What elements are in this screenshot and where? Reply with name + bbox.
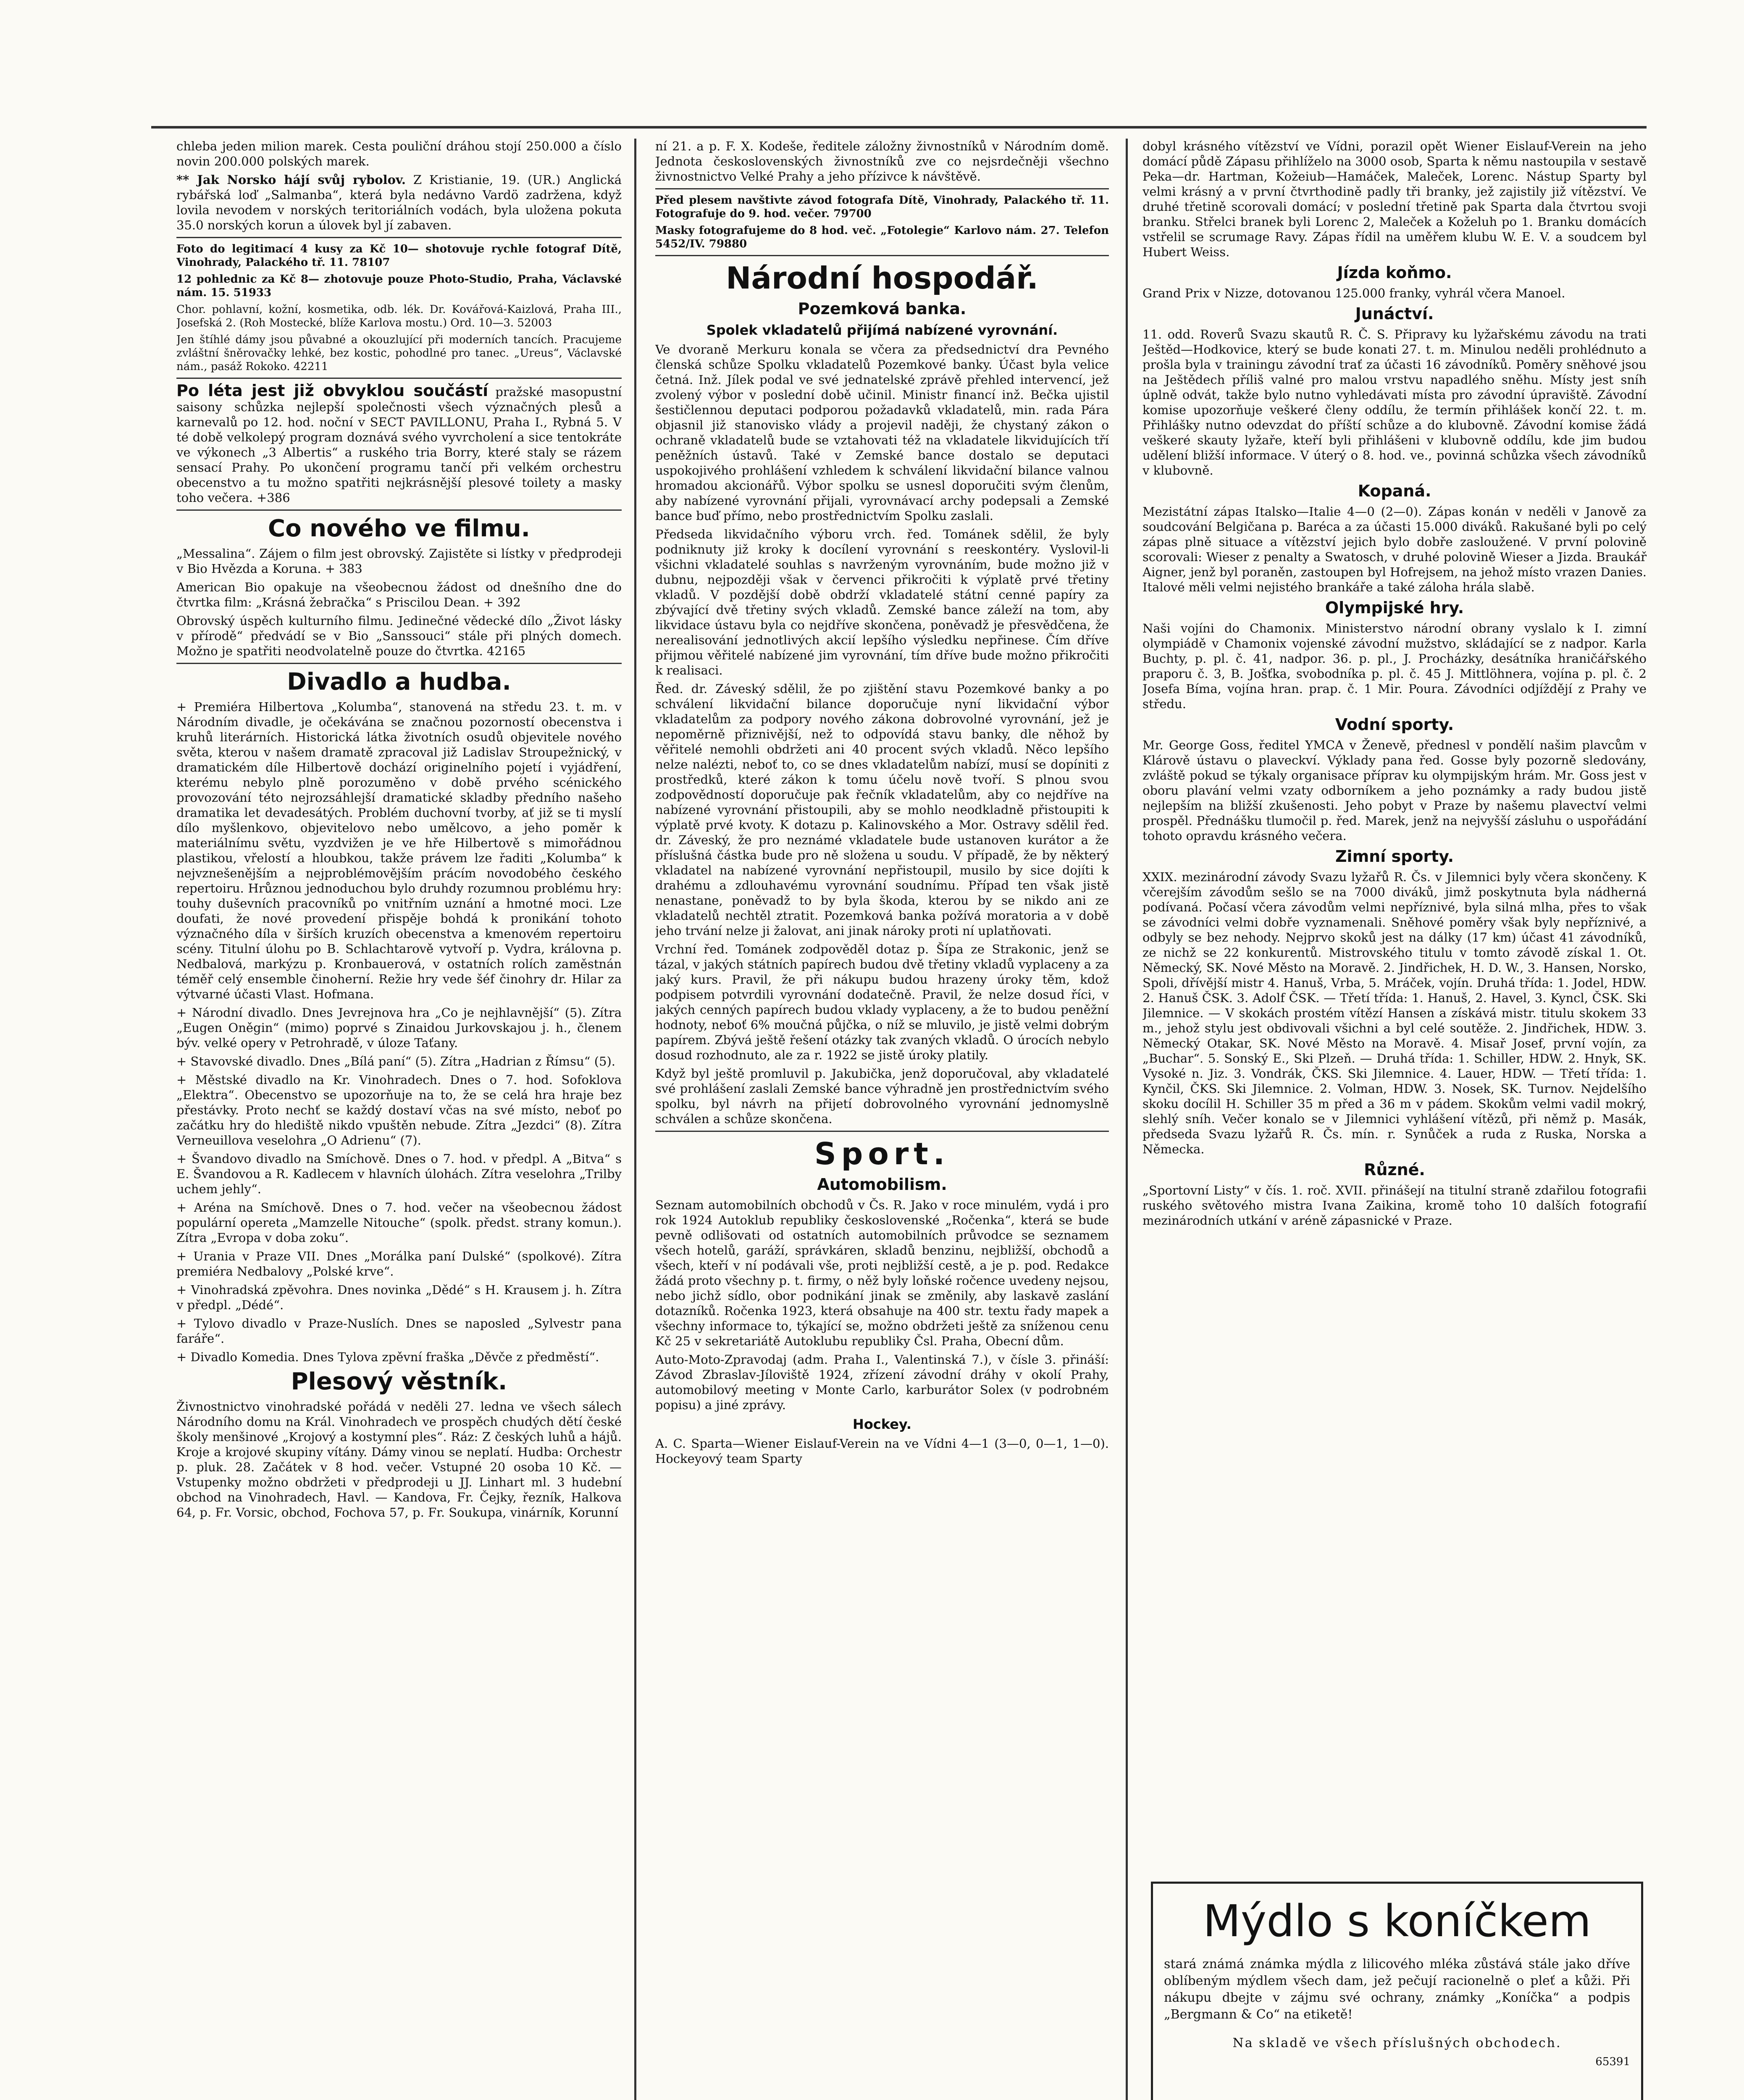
paragraph: dobyl krásného vítězství ve Vídni, porazil opět Wiener Eislauf-Verein na jeho domácí půdě Zápasu přihlíželo na 3000 osob, Sparta k němu nastoupila v sestavě Peka—dr. Hartman, Kožeiub—Hamáček, Maleček, Lorenc. Nástup Sparty byl velmi krásný a v první čtvrthodině padly tři branky, jež zajistily již vítězství. Ve druhé třetině scorovali domácí; v poslední třetině pak Sparta dala čtvrtou svoji branku. Střelci branek byli Lorenc 2, Maleček a Koželuh po 1. Branku domácích vstřelil se scrumage Ravy. Zápas řídil na uměřem klubu W. E. V. a soudcem byl Hubert Weiss. <box>1143 139 1647 259</box>
article-subtitle: Spolek vkladatelů přijímá nabízené vyrovnání. <box>706 322 1058 338</box>
theatre-item: + Vinohradská zpěvohra. Dnes novinka „Dědé“ s H. Krausem j. h. Zítra v předpl. „Dédé“. <box>176 1283 622 1312</box>
article-heading: ** Jak Norsko hájí svůj rybolov. <box>176 173 406 187</box>
section-heading-film: Co nového ve filmu. <box>268 515 530 542</box>
ad-title: Mýdlo s koníčkem <box>1203 1895 1592 1947</box>
divider <box>655 188 1109 189</box>
paragraph: chleba jeden milion marek. Cesta pouliční dráhou stojí 250.000 a číslo novin 200.000 polských marek. <box>176 139 622 168</box>
article-text: + Premiéra Hilbertova „Kolumba“, stanovená na středu 23. t. m. v Národním divadle, je očekávána se značnou pozorností obecenstva i kruhů literárních. Historická látka životních osudů objevitele nového světa, kterou v našem dramatě zpracoval již Ladislav Stroupežnický, v dramatickém díle Hilbertově dochází originelního pojetí i vyjádření, kterému nebylo plně porozuměno v době prvého scénického provozování této nejrozsáhlejší dramatické skladby předního našeho dramatika let devadesátých. Problém duchovní tvorby, ať již se ti myslí dílo myšlenkovo, objevitelovo nebo umělcovo, a jeho poměr k materiálnímu světu, vyzdvižen je ve hře Hilbertově s mimořádnou plastikou, vřelostí a hloubkou, takže právem lze řaditi „Kolumba“ k nejvznešenějším a nejproblémovějším prácím novodobého českého repertoiru. Hrůznou jednoduchou bylo druhdy rozumnou problému hry: touhy duševních pracovníků po vnitřním uznání a hmotné moci. Lze doufati, že nové provedení přispěje bohdá k pronikání tohoto význačného díla v širších kruzích obecenstva a kmenovém repertoiru scény. Titulní úlohu po B. Schlachtarově vytvoří p. Vydra, královna p. Nedbalová, markýzu p. Kronbauerová, v ostatních rolích zaměstnán téměř celý ensemble činoherní. Režie hry vede šéf činohry dr. Hilar za výtvarné účasti Vlast. Hofmana. <box>176 700 622 1001</box>
article-text: 11. odd. Roverů Svazu skautů R. Č. S. Připravy ku lyžařskému závodu na trati Ještěd—Hodkovice, který se bude konati 27. t. m. Minulou neděli prohlédnuto a prošla byla v trainingu závodní trať za účasti 16 závodníků. Poměry sněhové jsou na Ještědech příliš valné pro malou vrstvu napadlého sněhu. Místy jest sníh úplně odvát, takže bylo nutno vyhledávati místa pro závodní úpraviště. Závodní komise upozorňuje veškeré členy oddílu, že termín přihlášek končí 22. t. m. Přihlášky nutno odevzdat do příští schůze a do klubovně. Závodní komise žádá veškeré skauty lyžaře, kteří byli přihlášeni v klubovně oddílu, kde jim budou udělení bližší informace. V úterý o 8. hod. ve., povinná schůzka všech závodníků v klubovně. <box>1143 327 1647 478</box>
column-1 <box>176 139 622 2100</box>
classified-ad: Jen štíhlé dámy jsou půvabné a okouzlující při moderních tancích. Pracujeme zvláštní šněrovačky lehké, bez kostic, pohodlné pro tanec. „Ureus“, Václavské nám., pasáž Rokoko. 42211 <box>176 333 622 373</box>
section-heading-vodni: Vodní sporty. <box>1335 715 1454 734</box>
section-heading-kopana: Kopaná. <box>1358 482 1431 500</box>
divider <box>176 378 622 379</box>
section-heading-olympijske: Olympijské hry. <box>1325 598 1464 617</box>
article-text: Auto-Moto-Zpravodaj (adm. Praha I., Valentinská 7.), v čísle 3. přináší: Závod Zbraslav-Jíloviště 1924, zřízení závodní dráhy v okolí Prahy, automobilový meeting v Monte Carlo, karburátor Solex (v podrobném popisu) a jiné zprávy. <box>655 1352 1109 1412</box>
article-text: Ve dvoraně Merkuru konala se včera za předsednictví dra Pevného členská schůze Spolku vkladatelů Pozemkové banky. Účast byla velice četná. Inž. Jílek podal ve své jednatelské zprávě přehled intervencí, jež zvolený výbor v poslední době učinil. Ministr financí inž. Bečka ujistil šestičlennou deputaci podporou požadavků vkladatelů, min. rada Pára objasnil již stanovisko vlády a projevil naději, že chystaný zákon o ochraně vkladatelů bude se vztahovati též na vkladatele likvidujících tří peněžních ústavů. Také v Zemské bance dostalo se deputaci uspokojivého prohlášení vzhledem k schválení likvidační bilance valnou hromadou akcionářů. Výbor spolku se usnesl doporučiti svým členům, aby nabízené vyrovnání přijali, vyrovnávací archy podepsali a Zemské bance buď přímo, nebo prostřednictvím Spolku zaslali. <box>655 342 1109 523</box>
column-divider <box>1126 139 1128 2100</box>
classified-ad: Před plesem navštivte závod fotografa Dítě, Vinohrady, Palackého tř. 11. Fotografuje do 9. hod. večer. 79700 <box>655 194 1109 220</box>
classified-ad: Masky fotografujeme do 8 hod. več. „Fotolegie“ Karlovo nám. 27. Telefon 5452/IV. 79880 <box>655 224 1109 250</box>
section-heading-divadlo: Divadlo a hudba. <box>287 668 511 696</box>
column-divider <box>634 139 636 2100</box>
article-text: Z Kristianie, 19. (UR.) Anglická rybářská loď „Salmanba“, která byla nedávno Vardö zadržena, když lovila nevodem v norských teritoriálních vodách, byla uložena pokuta 35.0 norských korun a úlovek byl jí zabaven. <box>176 173 622 232</box>
theatre-item: + Stavovské divadlo. Dnes „Bílá paní“ (5). Zítra „Hadrian z Římsu“ (5). <box>176 1054 616 1068</box>
article-text: Když byl ještě promluvil p. Jakubička, jenž doporučoval, aby vkladatelé své prohlášení zaslali Zemské bance výhradně jen prostřednictvím svého spolku, byl návrh na přijetí dobrovolného vyrovnání jednomyslně schválen a schůze skončena. <box>655 1066 1109 1126</box>
article-text: Obrovský úspěch kulturního filmu. Jedinečné vědecké dílo „Život lásky v přírodě“ předvádí se v Bio „Sanssouci“ stále při plných domech. Možno je spatřiti neodvolatelně pouze do čtvrtka. 42165 <box>176 614 622 658</box>
article-text: Vrchní řed. Tománek zodpověděl dotaz p. Šípa ze Strakonic, jenž se tázal, v jakých státních papírech budou dvě třetiny vkladů vyplaceny a za jaký kurs. Pravil, že při nákupu budou hrazeny úroky těm, kdož podpisem potvrdili vyrovnání dodatečně. Pravil, že nelze dosud říci, v jakých cenných papírech budou vklady vyplaceny, a že to budou peněžní hodnoty, neboť 6% moučná půjčka, o níž se mluvilo, je jistě velmi dobrým papírem. Zbývá ještě řešení otázky tak zvaných vkladů. O úrocích nebylo dosud rozhodnuto, ale za r. 1922 se jistě úroky platily. <box>655 942 1109 1062</box>
top-rule <box>151 126 1647 129</box>
divider <box>655 255 1109 256</box>
article-text: Živnostnictvo vinohradské pořádá v neděli 27. ledna ve všech sálech Národního domu na Král. Vinohradech ve prospěch chudých dětí české školy menšinové „Krojový a kostymní ples“. Ráz: Z českých luhů a hájů. Kroje a krojové skupiny vítány. Dámy vinou se neplatí. Hudba: Orchestr p. pluk. 28. Začátek v 8 hod. večer. Vstupné 20 osoba 10 Kč. — Vstupenky možno obdržeti v předprodeji u JJ. Linhart ml. 3 hudební obchod na Vinohradech, Havl. — Kandova, Fr. Čejky, řezník, Halkova 64, p. Fr. Vorsic, obchod, Fochova 57, p. Fr. Soukupa, vinárník, Korunní <box>176 1399 622 1520</box>
theatre-item: + Divadlo Komedia. Dnes Tylova zpěvní fraška „Děvče z předměstí“. <box>176 1350 599 1364</box>
article-text: Seznam automobilních obchodů v Čs. R. Jako v roce minulém, vydá i pro rok 1924 Autoklub republiky československé „Ročenka“, která se bude pevně odlišovati od ostatních automobilních průvodce se seznamem všech hotelů, garáží, správkáren, skladů benzinu, nejbližší, obchodů a všech, kteří v ní podávali vše, proti nejbližší cestě, a je p. pod. Redakce žádá proto všechny p. t. firmy, o něž byly loňské ročence uvedeny nejsou, nebo jichž sídlo, obor podnikání jinak se změnily, aby laskavě zaslání dotazníků. Ročenka 1923, která obsahuje na 400 str. textu řady mapek a všechny informace to, týkající se, možno obdržeti ještě za sníženou cenu Kč 25 v sekretariátě Autoklubu republiky Čsl. Praha, Obecní dům. <box>655 1198 1109 1348</box>
ad-stores: Na skladě ve všech příslušných obchodech. <box>1232 2036 1562 2050</box>
article-text: American Bio opakuje na všeobecnou žádost od dnešního dne do čtvrtka film: „Krásná žebračka“ s Priscilou Dean. + 392 <box>176 580 622 609</box>
theatre-item: + Urania v Praze VII. Dnes „Morálka paní Dulské“ (spolkové). Zítra premiéra Nedbalovy „Polské krve“. <box>176 1249 622 1278</box>
article-text: „Sportovní Listy“ v čís. 1. roč. XVII. přinášejí na titulní straně zdařilou fotografii ruského světového mistra Ivana Zaikina, kromě toho 10 dalších fotografií mezinárodních utkání v aréně zápasnické v Praze. <box>1143 1183 1647 1228</box>
paragraph: ní 21. a p. F. X. Kodeše, ředitele záložny živnostníků v Národním domě. Jednota československých živnostníků zve co nejsrdečněji všechno živnostnictvo Velké Prahy a jeho přízivce k návštěvě. <box>655 139 1109 184</box>
section-heading-ruzne: Různé. <box>1364 1160 1425 1179</box>
classified-ad: Foto do legitimací 4 kusy za Kč 10— shotovuje rychle fotograf Dítě, Vinohrady, Palackého tř. 11. 78107 <box>176 243 622 269</box>
article-text: XXIX. mezinárodní závody Svazu lyžařů R. Čs. v Jilemnici byly včera skončeny. K včerejším závodům sešlo se na 7000 diváků, jimž poskytnuta byla nádherná podívaná. Počasí včera závodům velmi nepříznivé, byla silná mlha, přes to však se závodníci velmi dobře vyznamenali. Sněhové poměry však byly nepříznivé, a odbyly se bez nehody. Nejprvo skoků jest na dálky (17 km) účast 41 závodníků, ze nichž se 22 konkurentů. Mistrovského titulu v tomto závodě získal 1. Ot. Německý, SK. Nové Město na Moravě. 2. Jindřichek, H. D. W., 3. Hansen, Norsko, Spoli, dřívější mistr 4. Hanuš, Vrba, 5. Mráček, vojín. Druhá třída: 1. Jodel, HDW. 2. Hanuš ČSK. 3. Adolf ČSK. — Třetí třída: 1. Hanuš, 2. Havel, 3. Kyncl, ČSK. Ski Jilemnice. — V skokách prostém vítězí Hansen a získává mistr. titulu skokem 33 m., jehož stylu jest obdivovali všichni a byl celé soutěže. 2. Jindřichek, HDW. 3. Německý Otakar, SK. Nové Město na Moravě. 4. Misař Josef, první vojín, za „Buchar“. 5. Sonský E., Ski Plzeň. — Druhá třída: 1. Schiller, HDW. 2. Hnyk, SK. Vysoké n. Jiz. 3. Vondrák, ČKS. Ski Jilemnice. 4. Lauer, HDW. — Třetí třída: 1. Kynčil, ČKS. Ski Jilemnice. 2. Volman, HDW. 3. Nosek, SK. Turnov. Nejdelšího skoku docílil H. Schiller 35 m před a 36 m v pádem. Skokům velmi vadil mokrý, slehlý sníh. Večer konalo se v Jilemnici vyhlášení vítězů, při němž p. Masák, předseda Svazu lyžařů R. Čs. mín. r. Synůček a ruda z Ruska, Norska a Německa. <box>1143 870 1647 1156</box>
article-text: Grand Prix v Nizze, dotovanou 125.000 franky, vyhrál včera Manoel. <box>1143 286 1565 300</box>
divider <box>176 509 622 511</box>
theatre-item: + Aréna na Smíchově. Dnes o 7. hod. večer na všeobecnou žádost populární opereta „Mamzelle Nitouche“ (spolk. předst. strany komun.). Zítra „Evropa v doba zoku“. <box>176 1200 622 1245</box>
section-heading-ples: Plesový věstník. <box>291 1368 507 1395</box>
ad-text: stará známá známka mýdla z lilicového mléka zůstává stále jako dříve oblíbeným mýdlem všech dam, jež pečují racionelně o pleť a kůži. Při nákupu dbejte v zájmu své ochrany, známky „Koníčka“ a podpis „Bergmann & Co“ na etiketě! <box>1164 1957 1630 2022</box>
theatre-item: + Městské divadlo na Kr. Vinohradech. Dnes o 7. hod. Sofoklova „Elektra“. Obecenstvo se upozorňuje na to, že se celá hra hraje bez přestávky. Proto nechť se každý dostaví včas na své místo, neboť po začátku hry do hlediště nikdo vpuštěn nebude. Zítra „Jezdci“ (8). Zítra Verneuillova veselohra „O Adrienu“ (7). <box>176 1073 622 1147</box>
soap-advertisement <box>1151 1882 1643 2100</box>
article-text: Mezistátní zápas Italsko—Italie 4—0 (2—0). Zápas konán v neděli v Janově za soudcování Belgičana p. Baréca a za účasti 15.000 diváků. Rakušané byli po celý zápas plně situace a vítězství jejich bylo dobře zasloužené. V první polovině scorovali: Wieser z penalty a Swatosch, v druhé polovině Wieser a Jizda. Braukář Aigner, jenž byl poraněn, zastoupen byl Hofrejsem, na jehož místo vrazen Danies. Italové měli velmi nejistého brankáře a také záloha hrála slabě. <box>1143 504 1647 594</box>
section-heading-zimni: Zimní sporty. <box>1335 847 1454 866</box>
section-heading-junactvi: Junáctví. <box>1355 304 1434 323</box>
classified-ad: 12 pohlednic za Kč 8— zhotovuje pouze Photo-Studio, Praha, Václavské nám. 15. 51933 <box>176 273 622 299</box>
theatre-item: + Národní divadlo. Dnes Jevrejnova hra „Co je nejhlavnější“ (5). Zítra „Eugen Oněgin“ (mimo) poprvé s Zinaidou Jurkovskajou j. h., členem býv. velké opery v Petrohradě, v úloze Taťany. <box>176 1005 622 1050</box>
article-title: Hockey. <box>853 1416 911 1432</box>
ad-code: 65391 <box>1595 2055 1630 2068</box>
section-heading-hospodar: Národní hospodář. <box>726 260 1038 296</box>
article-title: Pozemková banka. <box>798 299 967 318</box>
column-3 <box>1143 139 1647 1861</box>
classified-ad: Chor. pohlavní, kožní, kosmetika, odb. lék. Dr. Kovářová-Kaizlová, Praha III., Josefská 2. (Roh Mostecké, blíže Karlova mostu.) Ord. 10—3. 52003 <box>176 303 622 329</box>
section-heading-sport: Sport. <box>814 1136 950 1171</box>
article-text: „Messalina“. Zájem o film jest obrovský. Zajistěte si lístky v předprodeji v Bio Hvězda a Koruna. + 383 <box>176 546 622 576</box>
article-text: Naši vojíni do Chamonix. Ministerstvo národní obrany vyslalo k I. zimní olympiádě v Chamonix vojenské závodní mužstvo, skládající se z nadpor. Karla Buchty, p. pl. č. 41, nadpor. 36. p. pl., J. Procházky, desátníka hraničářského praporu č. 3, B. Jošťka, svobodníka p. pl. č. 45 J. Mittlöhnera, vojína p. pl. č. 2 Josefa Bíma, vojína hran. prap. č. 1 Mir. Poura. Závodníci odjíždějí z Prahy ve středu. <box>1143 621 1647 711</box>
ad-text: pražské masopustní saisony schůzka nejlepší společnosti všech význačných plesů a karnevalů po 12. hod. noční v SECT PAVILLONU, Praha I., Rybná 5. V té době velkolepý program doznává svého vyvrcholení a sice tentokráte ve výkonech „3 Albertis“ a ruského tria Borry, které staly se rázem sensací Prahy. Po ukončení programu tančí při velkém orchestru obecenstvo a tu možno spatřiti nejkrásnější plesové toilety a masky toho večera. +386 <box>176 385 622 505</box>
section-heading-jizda: Jízda koňmo. <box>1337 263 1452 282</box>
divider <box>176 237 622 238</box>
theatre-item: + Švandovo divadlo na Smíchově. Dnes o 7. hod. v předpl. A „Bitva“ s E. Švandovou a R. Kadlecem v hlavních úlohách. Zítra veselohra „Trilby uchem jehly“. <box>176 1152 622 1196</box>
ad-heading: Po léta jest již obvyklou součástí <box>176 381 489 400</box>
divider <box>655 1131 1109 1132</box>
article-text: A. C. Sparta—Wiener Eislauf-Verein na ve Vídni 4—1 (3—0, 0—1, 1—0). Hockeyový team Sparty <box>655 1436 1109 1466</box>
article-text: Řed. dr. Záveský sdělil, že po zjištění stavu Pozemkové banky a po schválení likvidační bilance doporučuje nyní likvidační výbor vkladatelům za podpory nového zákona dobrovolné vyrovnání, jež je nepoměrně přiznivější, než to odpovídá stavu banky, dle něhož by věřitelé nemohli obdržeti ani 40 procent svých vkladů. Něco lepšího nelze nalézti, neboť to, co se dnes vkladatelům nabízí, musí se dopíniti z prostředků, které zákon k tomu účelu nově tvoří. S plnou svou zodpovědností doporučuje pak řečník vkladatelům, aby co nejdříve na nabízené vyrovnání přistoupili, aby se mohlo neodkladně přistoupiti k výplatě prvé kvoty. K dotazu p. Kalinovského a Mor. Ostravy sdělil řed. dr. Záveský, že pro neznámé vkladatele bude ustanoven kurátor a že příslušná částka bude pro ně složena u soudu. V případě, že by některý vkladatel na nabízené vyrovnání nepřistoupil, musilo by sice dojíti k drahému a zdlouhavému vyrovnání soudnímu. Případ ten však jistě nenastane, poněvadž to by byla škoda, kterou by se nikdo ani ze vkladatelů nechtěl ztratit. Pozemková banka požívá moratoria a v době jeho trvání nelze ji žalovat, ani jinak nároky proti ní uplatňovati. <box>655 682 1109 938</box>
article-text: Mr. George Goss, ředitel YMCA v Ženevě, přednesl v pondělí našim plavcům v Klárově ústavu o plaveckví. Výklady pana řed. Gosse byly pozorně sledovány, zvláště pokud se týkaly organisace příprav ku olympijským hrám. Mr. Goss jest v oboru plavání velmi vzaty odborníkem a jeho poznámky a rady budou jistě nejlepším na bližší zkušenosti. Jeho pobyt v Praze by našemu plavectví velmi prospěl. Přednášku tlumočil p. řed. Marek, jenž na nejvyšší zásluhu o uspořádání tohoto opravdu krásného večera. <box>1143 738 1647 843</box>
column-2 <box>655 139 1109 2100</box>
article-title: Automobilism. <box>817 1175 947 1194</box>
divider <box>176 663 622 664</box>
article-text: Předseda likvidačního výboru vrch. řed. Tománek sdělil, že byly podniknuty již kroky k docílení vyrovnání s reeskontéry. Vyslovil-li všichni vkladatelé souhlas s navrženým vyrovnáním, bude možno již v dubnu, nejpozději však v červenci přikročiti k výplatě prvé třetiny vkladů. V pozdější době obdrží vkladatelé státní cenné papíry za zbývající dvě třetiny svých vkladů. Zemské bance záleží na tom, aby likvidace ústavu byla co nejdříve skončena, poněvadž je přesvědčena, že nerealisování jednotlivých akcií lepšího výsledku nepřinese. Čím dříve přijmou věřitelé nabízené jim vyrovnání, tím dříve bude možno přikročiti k realisaci. <box>655 527 1109 677</box>
theatre-item: + Tylovo divadlo v Praze-Nuslích. Dnes se naposled „Sylvestr pana faráře“. <box>176 1316 622 1346</box>
